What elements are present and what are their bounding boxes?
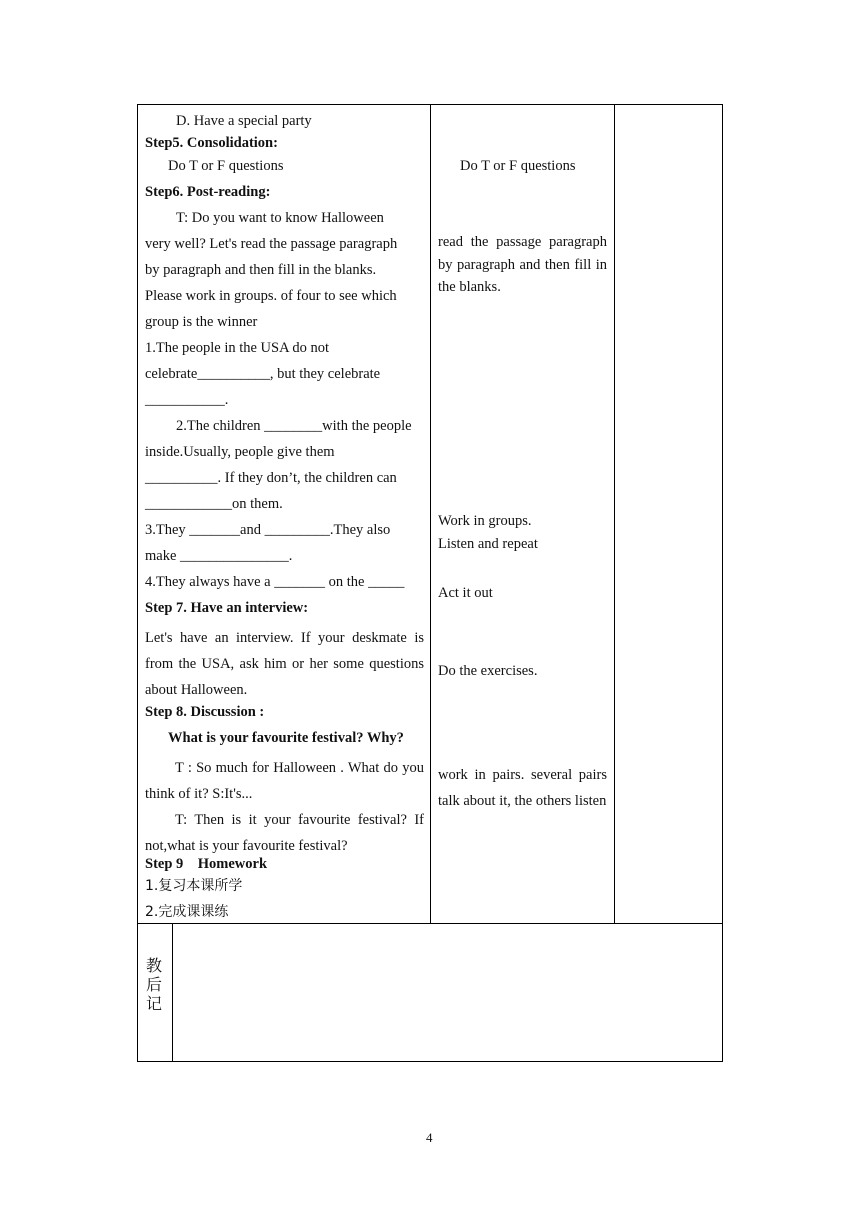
question-3: 3.They _______and _________.They also (145, 522, 391, 538)
question-2: ____________on them. (145, 496, 283, 512)
question-1: celebrate__________, but they celebrate (145, 366, 381, 382)
step6-line: by paragraph and then fill in the blanks. (145, 262, 377, 278)
page-number: 4 (426, 1130, 433, 1145)
question-2: 2.The children ________with the people (176, 418, 412, 434)
option-d: D. Have a special party (176, 113, 312, 129)
activity-text: Work in groups. (438, 513, 532, 529)
step6-title: Step6. Post-reading: (145, 184, 271, 200)
step6-line: Please work in groups. of four to see which (145, 288, 397, 304)
homework-item: 1.复习本课所学 (145, 878, 243, 894)
step7-text: Let's have an interview. If your deskmate is from the USA, ask him or her some questions about Halloween. (145, 630, 424, 698)
activity-text: Act it out (438, 585, 493, 601)
table-row-divider (137, 923, 723, 924)
table-border-right (722, 104, 723, 1062)
activity-text: Listen and repeat (438, 536, 538, 552)
question-2: __________. If they don’t, the children can (145, 470, 397, 486)
reflection-label: 教后记 (146, 956, 163, 1013)
step6-line: very well? Let's read the passage paragraph (145, 236, 398, 252)
table-border-bottom (137, 1061, 723, 1062)
activity-text: Do the exercises. (438, 663, 538, 679)
step9-title: Step 9 Homework (145, 856, 268, 872)
activity-text: read the passage paragraph by paragraph and then fill in the blanks. (438, 234, 607, 295)
step5-text: Do T or F questions (168, 158, 284, 174)
homework-item: 2.完成课课练 (145, 904, 229, 920)
question-1: 1.The people in the USA do not (145, 340, 330, 356)
step8-dialogue: T : So much for Halloween . What do you think of it? S:It's... (145, 760, 424, 802)
step5-title: Step5. Consolidation: (145, 135, 278, 151)
step7-title: Step 7. Have an interview: (145, 600, 309, 616)
reflection-label-divider (172, 923, 173, 1061)
step8-title: Step 8. Discussion : (145, 704, 265, 720)
question-3: make _______________. (145, 548, 293, 564)
question-4: 4.They always have a _______ on the _____ (145, 574, 405, 590)
question-2: inside.Usually, people give them (145, 444, 335, 460)
activity-text: Do T or F questions (460, 158, 576, 174)
step8-question: What is your favourite festival? Why? (168, 730, 404, 746)
step6-line: group is the winner (145, 314, 258, 330)
table-border-left (137, 104, 138, 1062)
question-1: ___________. (145, 392, 229, 408)
step8-dialogue: T: Then is it your favourite festival? If not,what is your favourite festival? (145, 812, 424, 854)
column-divider-2 (614, 104, 615, 923)
column-divider-1 (430, 104, 431, 923)
step6-line: T: Do you want to know Halloween (176, 210, 384, 226)
activity-text: work in pairs. several pairs talk about it, the others listen (438, 767, 607, 809)
